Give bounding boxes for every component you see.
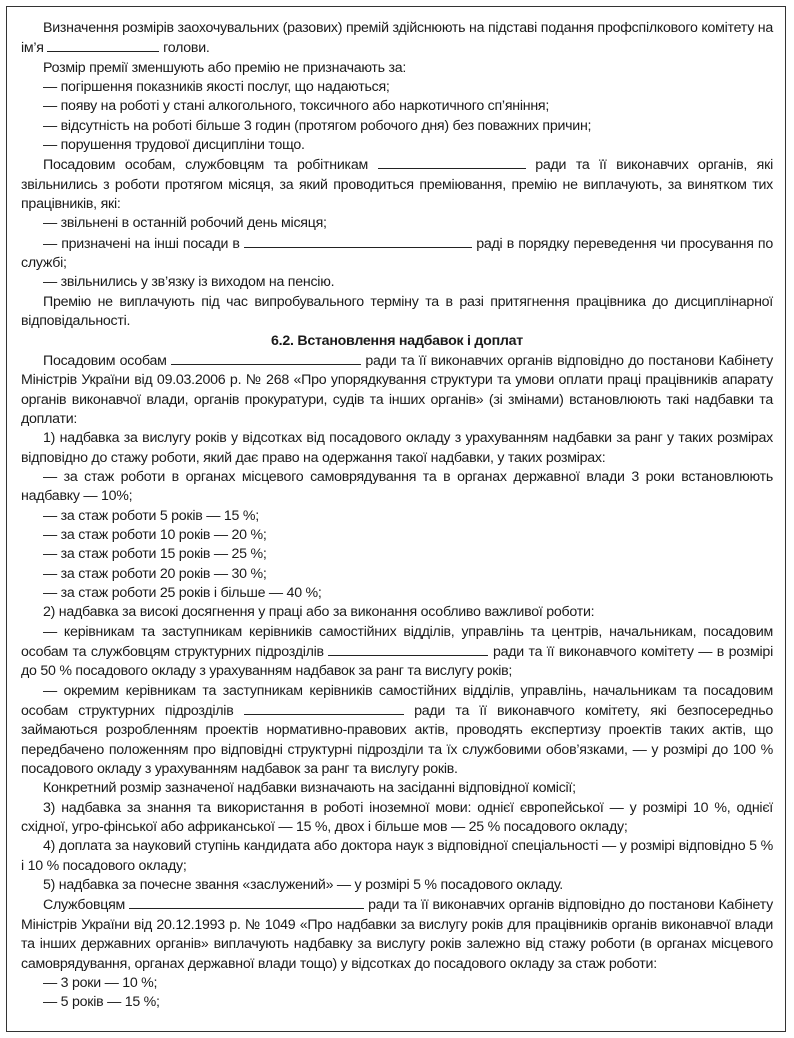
list-item: — відсутність на роботі більше 3 годин (протягом робочого дня) без поважних причин; [43,117,592,134]
text-span: ради та її виконавчого комітету — в розмірі до 50 % посадового окладу з урахуванням надбавок за ранг та вислугу років; [21,644,773,680]
document-page [6,6,786,1032]
blank-field [328,642,488,656]
blank-field [171,351,361,365]
list-item: — за стаж роботи 25 років і більше — 40 %; [43,584,322,601]
list-item: — за стаж роботи 5 років — 15 %; [43,507,259,524]
list-item: — появу на роботі у стані алкогольного, токсичного або наркотичного сп’яніння; [43,98,550,115]
text-span: Визначення розмірів заохочувальних (разових) премій здійснюють на підставі подання профспілкового комітету на ім’я [21,20,773,57]
text-span: ради та її виконавчих органів відповідно до постанови Кабінету Міністрів України від 20.12.1993 р. № 1049 «Про надбавки за вислугу років для працівників органів виконавчої влади та інших державних органів» виплачують надбавку за вислугу років залежно від стажу роботи (в органах місцевого самоврядування, органах державної влади тощо) у відсотках до посадового окладу за стаж роботи: [21,897,773,972]
text-span: — керівникам та заступникам керівників самостійних відділів, управлінь та центрів, начальникам, посадовим особам та службовцям структурних підрозділів [21,623,773,660]
list-item: — порушення трудової дисципліни тощо. [43,137,305,154]
paragraph-bonus-reduction: Розмір премії зменшують або премію не призначають за: [43,59,407,76]
list-item: — звільнились у зв’язку із виходом на пенсію. [43,274,335,291]
text-span: — призначені на інші посади в [43,235,240,252]
list-item: — за стаж роботи 10 років — 20 %; [43,526,267,543]
blank-field [129,895,364,909]
list-item: — за стаж роботи в органах місцевого самоврядування та в органах державної влади 3 роки встановлюють надбавку — 10%; [21,468,773,505]
list-item: — погіршення показників якості послуг, що надаються; [43,79,390,96]
list-item [21,234,773,274]
list-item: — 5 років — 15 %; [43,994,160,1011]
paragraph-degree-supplement: 4) доплата за науковий ступінь кандидата або доктора наук з відповідної спеціальності — у розмірі відповідно 5 % і 10 % посадового окладу; [21,838,773,874]
text-span: Службовцям [43,897,126,914]
blank-field [244,701,404,715]
blank-field [47,38,159,52]
paragraph-employees-seniority [21,895,773,973]
text-span: Посадовим особам [43,352,167,369]
text-span: ради та її виконавчого комітету, які безпосередньо займаються розробленням проектів нормативно-правових актів, проводять експертизу проектів таких актів, що передбачено положенням про відповідні структурні підрозділи та їх службовими обов’язками, — у розмірі до 100 % посадового окладу з урахуванням надбавок за ранг та вислугу років. [21,703,773,778]
paragraph-achievement-allowance: 2) надбавка за високі досягнення у праці або за виконання особливо важливої роботи: [43,604,595,621]
paragraph-dismissed-staff [21,155,773,214]
text-span: голови. [163,40,210,57]
blank-field [244,234,472,248]
list-item [21,682,773,780]
document-text [21,19,773,1013]
list-item: — звільнені в останній робочий день місяця; [43,215,327,232]
section-heading: 6.2. Встановлення надбавок і доплат [270,332,523,349]
text-span: Посадовим особам, службовцям та робітникам [43,157,368,174]
list-item: — за стаж роботи 20 років — 30 %; [43,565,267,582]
text-span: ради та її виконавчих органів відповідно до постанови Кабінету Міністрів України від 09.03.2006 р. № 268 «Про упорядкування структури та умови оплати праці працівників апарату органів виконавчої влади, органів прокуратури, судів та інших органів» (зі змінами) встановлюють такі надбавки та доплати: [21,352,773,427]
paragraph-bonus-determination [21,19,773,59]
text-span: ради та її виконавчих органів, які звільнились з роботи протягом місяця, за який проводиться преміювання, премію не виплачують, за винятком тих працівників, які: [21,157,773,213]
paragraph-language-allowance: 3) надбавка за знання та використання в роботі іноземної мови: однієї європейської — у розмірі 10 %, однієї східної, угро-фінської або африканської — 15 %, двох і більше мов — 25 % посадового окладу; [21,799,773,836]
list-item: — 3 роки — 10 %; [43,974,158,991]
paragraph-probation: Премію не виплачують під час випробувального терміну та в разі притягнення працівника до дисциплінарної відповідальності. [21,293,773,330]
paragraph-officials-allowances [21,351,773,429]
paragraph-commission: Конкретний розмір зазначеної надбавки визначають на засіданні відповідної комісії; [43,780,576,797]
text-span: раді в порядку переведення чи просування по службі; [21,235,773,272]
text-span: — окремим керівникам та заступникам керівників самостійних відділів, управлінь, начальникам та посадовим особам структурних підрозділів [21,682,773,720]
list-item [21,623,773,682]
paragraph-seniority-allowance: 1) надбавка за вислугу років у відсотках від посадового окладу з урахуванням надбавки за ранг у таких розмірах відповідно до стажу роботи, який дає право на одержання такої надбавки, у таких розмірах: [21,430,773,466]
list-item: — за стаж роботи 15 років — 25 %; [43,546,267,563]
paragraph-honorary-title: 5) надбавка за почесне звання «заслужений» — у розмірі 5 % посадового окладу. [43,877,563,894]
blank-field [378,155,526,169]
